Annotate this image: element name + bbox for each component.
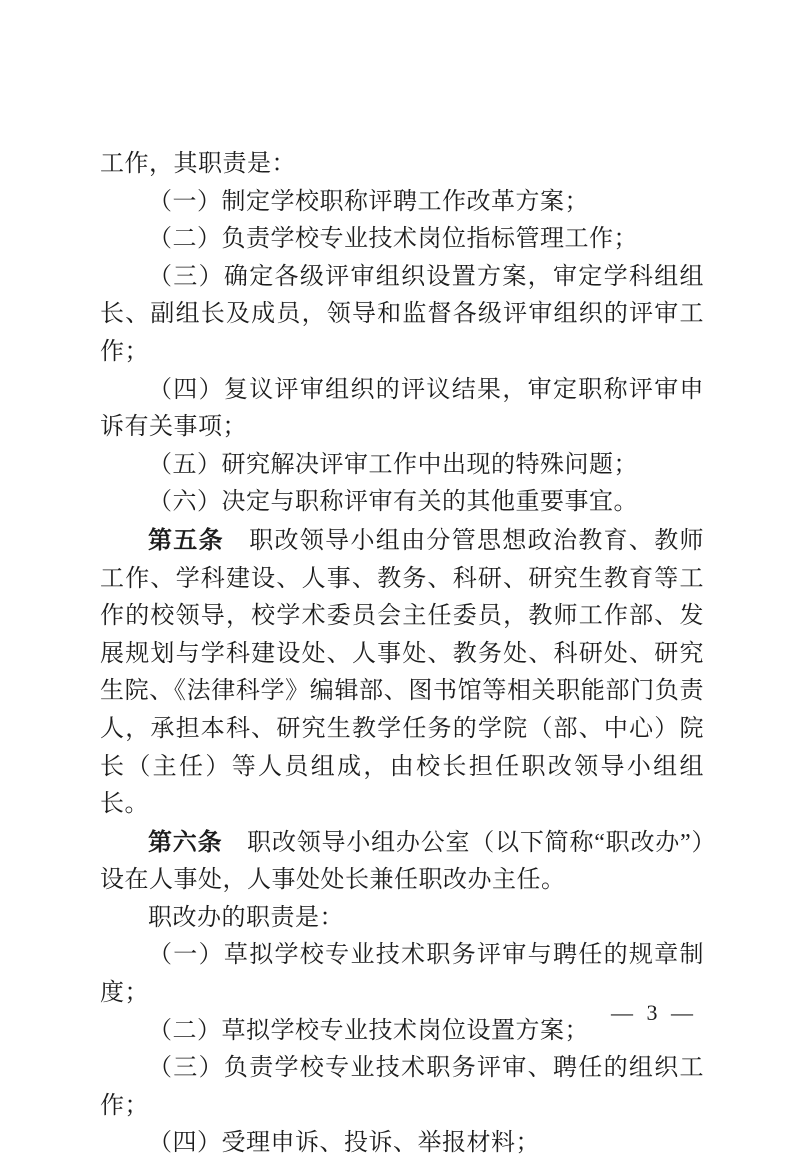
paragraph-text: （一）草拟学校专业技术职务评审与聘任的规章制度； xyxy=(100,942,704,1007)
paragraph-text: （五）研究解决评审工作中出现的特殊问题； xyxy=(148,451,638,478)
paragraph-text: （二）草拟学校专业技术岗位设置方案； xyxy=(148,1017,589,1044)
paragraph-text: （二）负责学校专业技术岗位指标管理工作； xyxy=(148,226,638,253)
paragraph-text: （四）受理申诉、投诉、举报材料； xyxy=(148,1130,540,1157)
paragraph-text: 职改领导小组办公室（以下简称“职改办”）设在人事处，人事处处长兼任职改办主任。 xyxy=(100,829,704,894)
paragraph-text: 工作，其职责是： xyxy=(100,151,296,177)
paragraph-text: （三）确定各级评审组织设置方案，审定学科组组长、副组长及成员，领导和监督各级评审组织的评审工作； xyxy=(100,263,704,365)
article-number: 第五条 xyxy=(148,526,224,554)
paragraph-text: （四）复议评审组织的评议结果，审定职称评审申诉有关事项； xyxy=(100,376,704,441)
paragraph-text: 职改领导小组由分管思想政治教育、教师工作、学科建设、人事、教务、科研、研究生教育等工作的校领导，校学术委员会主任委员，教师工作部、发展规划与学科建设处、人事处、教务处、科研处、研究生院、《法律科学》编辑部、图书馆等相关职能部门负责人，承担本科、研究生教学任务的学院（部、中心）院长（主任）等人员组成，由校长担任职改领导小组组长。 xyxy=(100,527,705,818)
paragraph-text: 职改办的职责是： xyxy=(148,904,344,931)
paragraph-article-5 xyxy=(100,522,704,824)
paragraph-list-item-6 xyxy=(100,484,704,522)
paragraph-article-6 xyxy=(100,824,704,900)
paragraph-text: （一）制定学校职称评聘工作改革方案； xyxy=(148,188,589,215)
paragraph-list-item-4 xyxy=(100,372,704,447)
paragraph-list-item-3 xyxy=(100,259,704,372)
paragraph-continuation xyxy=(100,146,704,184)
paragraph-duty-item-3 xyxy=(100,1050,704,1125)
page-number: — 3 — xyxy=(611,1000,697,1025)
paragraph-duty-item-4 xyxy=(100,1125,704,1163)
article-number: 第六条 xyxy=(148,828,223,856)
paragraph-list-item-2 xyxy=(100,221,704,259)
paragraph-text: （三）负责学校专业技术职务评审、聘任的组织工作； xyxy=(100,1055,704,1119)
paragraph-duties-intro xyxy=(100,900,704,938)
paragraph-list-item-5 xyxy=(100,447,704,485)
paragraph-list-item-1 xyxy=(100,184,704,222)
paragraph-text: （六）决定与职称评审有关的其他重要事宜。 xyxy=(148,489,638,516)
